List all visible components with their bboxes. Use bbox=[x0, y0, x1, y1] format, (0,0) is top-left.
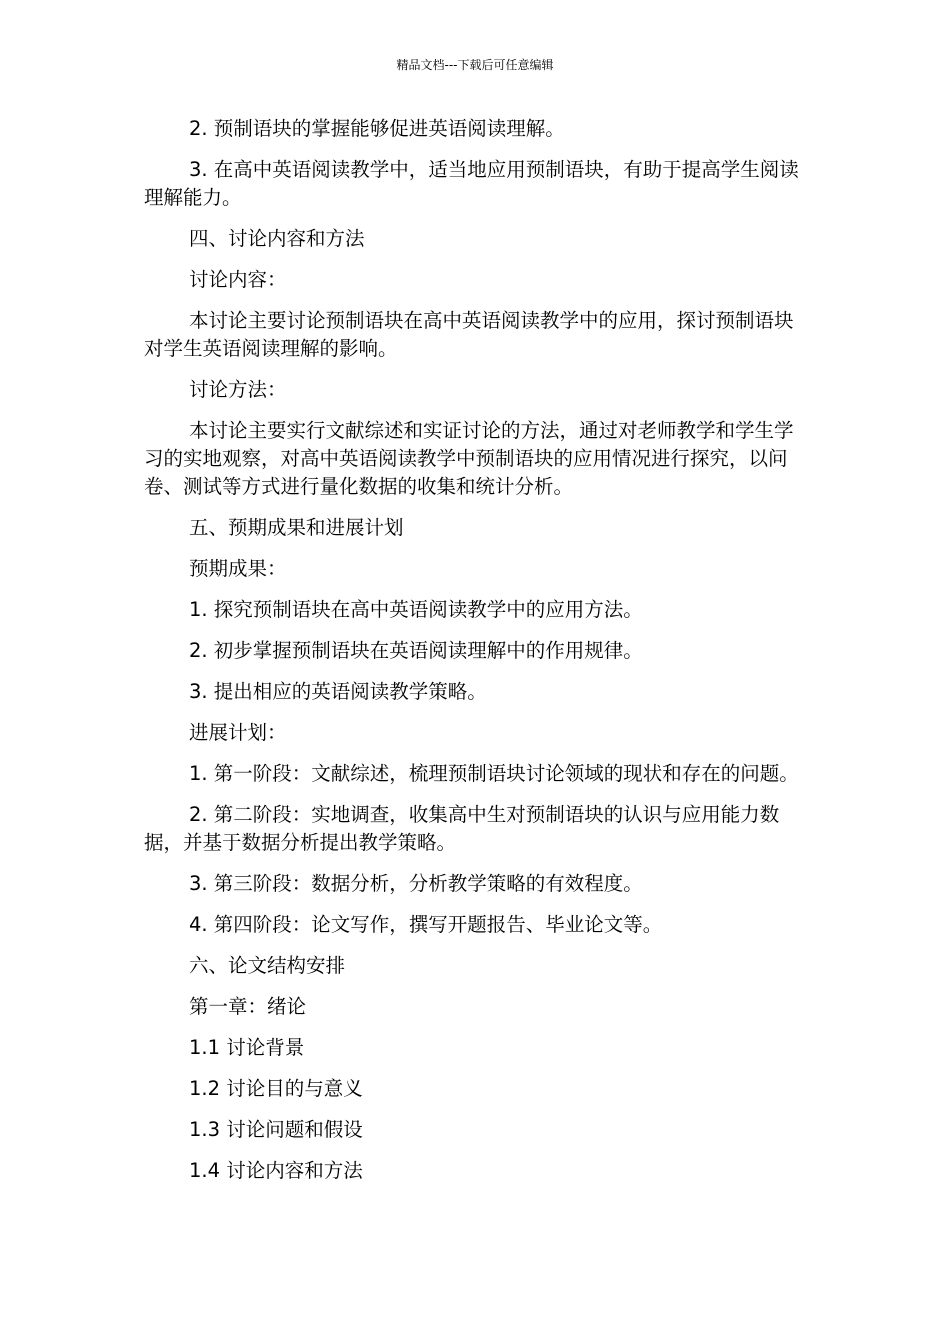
list-item: 3. 提出相应的英语阅读教学策略。 bbox=[189, 680, 487, 703]
toc-item: 1.2 讨论目的与意义 bbox=[189, 1077, 363, 1100]
page-header: 精品文档---下载后可任意编辑 bbox=[396, 58, 554, 72]
list-item: 2. 初步掌握预制语块在英语阅读理解中的作用规律。 bbox=[189, 639, 643, 662]
section-heading: 六、论文结构安排 bbox=[189, 954, 346, 977]
paragraph: 3. 在高中英语阅读教学中，适当地应用预制语块，有助于提高学生阅读理解能力。 bbox=[144, 158, 799, 209]
list-item: 2. 第二阶段：实地调查，收集高中生对预制语块的认识与应用能力数据，并基于数据分析提出教学策略。 bbox=[144, 803, 780, 854]
subheading: 进展计划： bbox=[189, 721, 287, 744]
list-item: 3. 第三阶段：数据分析，分析教学策略的有效程度。 bbox=[189, 872, 643, 895]
list-item: 4. 第四阶段：论文写作，撰写开题报告、毕业论文等。 bbox=[189, 913, 663, 936]
list-item: 1. 第一阶段：文献综述，梳理预制语块讨论领域的现状和存在的问题。 bbox=[189, 762, 799, 785]
subheading: 讨论内容： bbox=[189, 268, 287, 291]
paragraph: 本讨论主要讨论预制语块在高中英语阅读教学中的应用，探讨预制语块对学生英语阅读理解的影响。 bbox=[144, 309, 794, 360]
subheading: 讨论方法： bbox=[189, 378, 287, 401]
section-heading: 四、讨论内容和方法 bbox=[189, 227, 365, 250]
chapter-heading: 第一章：绪论 bbox=[189, 995, 307, 1018]
paragraph: 本讨论主要实行文献综述和实证讨论的方法，通过对老师教学和学生学习的实地观察，对高中英语阅读教学中预制语块的应用情况进行探究，以问卷、测试等方式进行量化数据的收集和统计分析。 bbox=[144, 419, 794, 498]
paragraph: 2. 预制语块的掌握能够促进英语阅读理解。 bbox=[189, 117, 565, 140]
list-item: 1. 探究预制语块在高中英语阅读教学中的应用方法。 bbox=[189, 598, 643, 621]
toc-item: 1.1 讨论背景 bbox=[189, 1036, 305, 1059]
subheading: 预期成果： bbox=[189, 557, 287, 580]
document-body bbox=[144, 115, 799, 1198]
toc-item: 1.4 讨论内容和方法 bbox=[189, 1159, 363, 1182]
section-heading: 五、预期成果和进展计划 bbox=[189, 516, 404, 539]
toc-item: 1.3 讨论问题和假设 bbox=[189, 1118, 363, 1141]
